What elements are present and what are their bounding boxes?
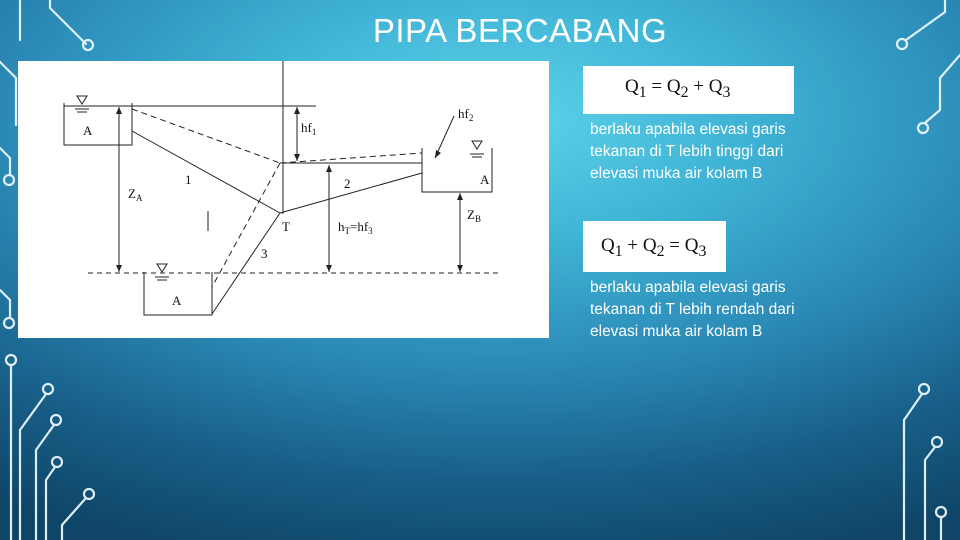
pipe-1: [132, 131, 280, 213]
label-tank-bottom: A: [172, 293, 182, 308]
equation-2: $Q_1 + Q_2 = Q_3$: [601, 235, 707, 260]
water-level-icon: [157, 264, 167, 272]
label-tank-right: A: [480, 172, 490, 187]
description-1: berlaku apabila elevasi garis tekanan di T lebih tinggi dari elevasi muka air kolam B: [590, 121, 786, 182]
hgl-3: [212, 163, 280, 287]
pipe-3: [212, 213, 280, 314]
tank-a-left: [64, 103, 132, 145]
label-junction-t: T: [282, 219, 290, 234]
equation-box-1: [583, 66, 794, 114]
label-pipe-1: 1: [185, 172, 192, 187]
title-region: [0, 0, 960, 60]
label-ht: $h_T=hf_3$: [338, 219, 373, 236]
slide-title: PIPA BERCABANG: [372, 12, 668, 49]
pipe-2: [280, 173, 422, 213]
label-hf1: $hf_1$: [301, 120, 317, 137]
branching-pipe-diagram: [18, 61, 549, 338]
hgl-1: [132, 109, 280, 163]
equation-box-2: [583, 221, 726, 272]
label-hf2: $hf_2$: [458, 106, 474, 123]
description-2: berlaku apabila elevasi garis tekanan di T lebih rendah dari elevasi muka air kolam B: [590, 279, 795, 340]
label-za: $Z_A$: [128, 186, 143, 203]
label-tank-top-left: A: [83, 123, 93, 138]
label-pipe-3: 3: [261, 246, 268, 261]
equation-1: $Q_1 = Q_2 + Q_3$: [625, 76, 731, 101]
label-pipe-2: 2: [344, 176, 351, 191]
water-surface-icons: [75, 96, 484, 280]
water-level-icon: [77, 96, 87, 104]
diagram-svg: [18, 61, 549, 338]
water-level-icon: [472, 141, 482, 149]
label-zb: $Z_B$: [467, 207, 481, 224]
hgl-2: [280, 153, 422, 163]
